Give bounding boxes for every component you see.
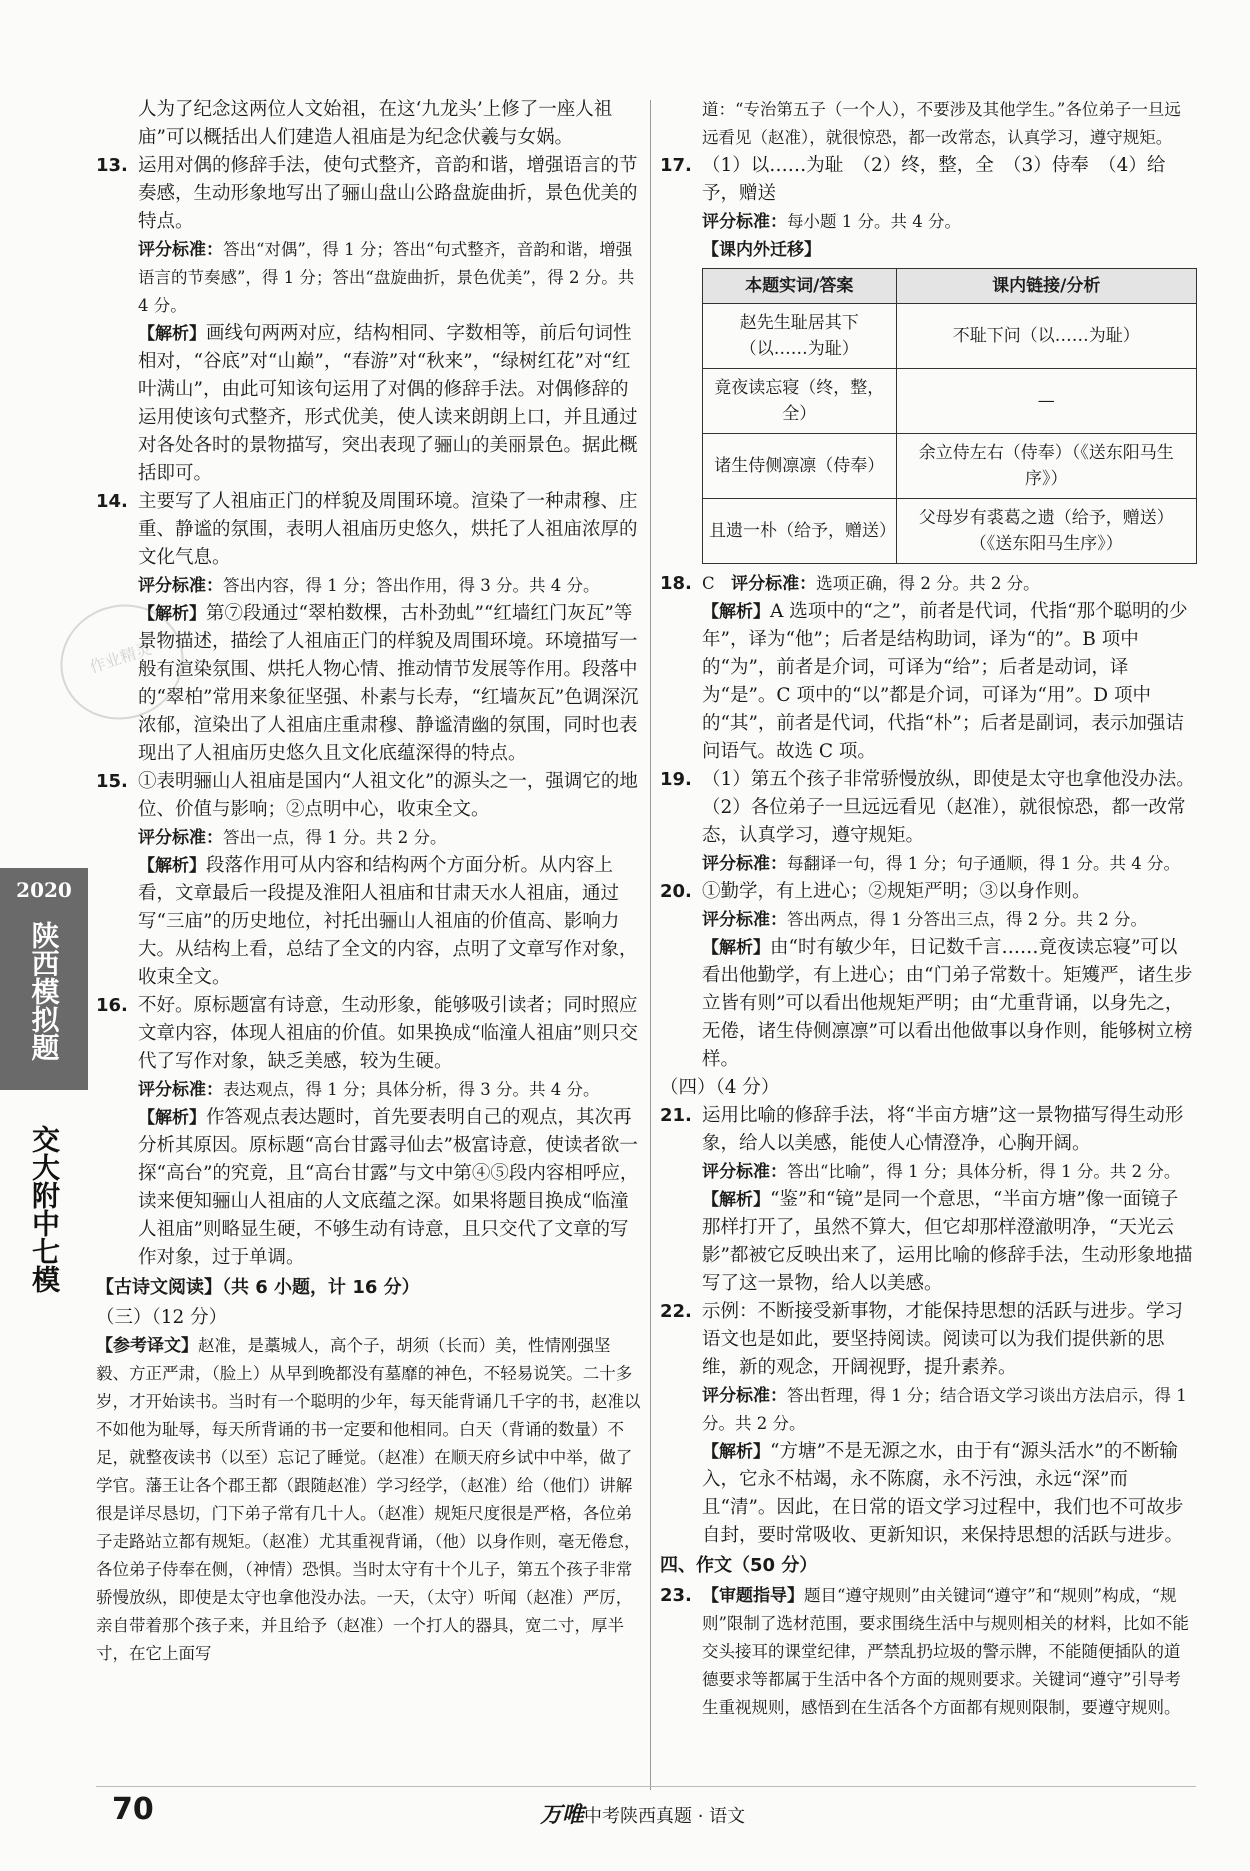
reference-translation: 【参考译文】赵准，是藁城人，高个子，胡须（长而）美，性情刚强坚毅、方正严肃，（脸上）从早到晚都没有墓靡的神色，不轻易说笑。二十多岁，才开始读书。当时有一个聪明的少年，每天能背诵几千字的书，赵准以不如他为耻辱，每天所背诵的书一定要和他相同。白天（背诵的数量）不足，就整夜读书（以至）忘记了睡觉。（赵准）在顺天府乡试中中举，做了学官。藩王让各个郡王都（跟随赵准）学习经学，（赵准）给（他们）讲解很是详尽恳切，门下弟子常有几十人。（赵准）规矩尺度很是严格，各位弟子走路站立都有规矩。（赵准）尤其重视背诵，（他）以身作则，毫无倦怠，各位弟子侍奉在侧，（神情）恐惧。当时太守有十个儿子，第五个孩子非常骄慢放纵，即使是太守也拿他没办法。一天，（太守）听闻（赵准）严厉，亲自带着那个孩子来，并且给予（赵准）一个打人的器具，宽二寸，厚半寸，在它上面写 (96, 1336, 641, 1663)
answer-21: 21. 运用比喻的修辞手法，将“半亩方塘”这一景物描写得生动形象，给人以美感，能使人心情澄净，心胸开阔。 评分标准：答出“比喻”，得 1 分；具体分析，得 1 分。共 2 分。 【解析】“鉴”和“镜”是同一个意思，“半亩方塘”像一面镜子那样打开了，虽然不算大，但它却那样澄澈明净，“天光云影”都被它反映出来了，运用比喻的修辞手法，生动形象地描写了这一景物，给人以美感。 (660, 1105, 1193, 1294)
left-column (96, 96, 641, 1668)
side-tab-school: 交大附中七模 (0, 1090, 88, 1310)
side-tab-title: 陕西模拟题 (27, 921, 61, 1061)
answer-16: 16. 不好。原标题富有诗意，生动形象，能够吸引读者；同时照应文章内容，体现人祖庙的价值。如果换成“临潼人祖庙”则只交代了写作对象，缺乏美感，较为生硬。 评分标准：表达观点，得 1 分；具体分析，得 3 分。共 4 分。 【解析】作答观点表达题时，首先要表明自己的观点，其次再分析其原因。原标题“高台甘露寻仙去”极富诗意，使读者欲一探“高台”的究竟，且“高台甘露”与文中第④⑤段内容相呼应，读来便知骊山人祖庙的人文底蕴之深。如果将题目换成“临潼人祖庙”则略显生硬，不够生动有诗意，且只交代了文章的写作对象，过于单调。 (96, 995, 639, 1268)
answer-13: 13. 运用对偶的修辞手法，使句式整齐，音韵和谐，增强语言的节奏感，生动形象地写出了骊山盘山公路盘旋曲折，景色优美的特点。 评分标准：答出“对偶”，得 1 分；答出“句式整齐，音韵和谐，增强语言的节奏感”，得 1 分；答出“盘旋曲折，景色优美”，得 2 分。共 4 分。 【解析】画线句两两对应，结构相同、字数相等，前后句词性相对，“谷底”对“山巅”，“春游”对“秋来”，“绿树红花”对“红叶满山”，由此可知该句运用了对偶的修辞手法。对偶修辞的运用使该句式整齐，形式优美，使人读来朗朗上口，并且通过对各处各时的景物描写，突出表现了骊山的美丽景色。据此概括即可。 (96, 155, 638, 484)
section-heading-gushi: 【古诗文阅读】（共 6 小题，计 16 分） (96, 1277, 420, 1298)
footer-title: 万唯中考陕西真题 · 语文 (540, 1803, 746, 1828)
section-heading-zuowen: 四、作文（50 分） (660, 1555, 818, 1576)
answer-18: 18. C 评分标准：选项正确，得 2 分。共 2 分。 【解析】A 选项中的“之”，前者是代词，代指“那个聪明的少年”，译为“他”；后者是结构助词，译为“的”。B 项中的“为”，前者是介词，可译为“给”；后者是动词，译为“是”。C 项中的“以”都是介词，可译为“用”。D 项中的“其”，前者是代词，代指“朴”；后者是副词，表示加强诘问语气。故选 C 项。 (660, 573, 1188, 762)
transfer-table (702, 268, 1197, 564)
answer-17: 17. （1）以……为耻 （2）终，整，全 （3）侍奉 （4）给予，赠送 评分标准：每小题 1 分。共 4 分。 【课内外迁移】 (660, 155, 1166, 260)
answer-14: 14. 主要写了人祖庙正门的样貌及周围环境。渲染了一种肃穆、庄重、静谧的氛围，表明人祖庙历史悠久，烘托了人祖庙浓厚的文化气息。 评分标准：答出内容，得 1 分；答出作用，得 3 分。共 4 分。 【解析】第⑦段通过“翠柏数棵，古朴劲虬”“红墙红门灰瓦”等景物描述，描绘了人祖庙正门的样貌及周围环境。环境描写一般有渲染氛围、烘托人物心情、推动情节发展等作用。段落中的“翠柏”常用来象征坚强、朴素与长寿，“红墙灰瓦”色调深沉浓郁，渲染出了人祖庙庄重肃穆、静谧清幽的氛围，同时也表现出了人祖庙历史悠久且文化底蕴深得的特点。 (96, 491, 639, 764)
answer-23: 23. 【审题指导】题目“遵守规则”由关键词“遵守”和“规则”构成，“规则”限制了选材范围，要求围绕生活中与规则相关的材料，比如不能交头接耳的课堂纪律，严禁乱扔垃圾的警示牌，不能随便插队的道德要求等都属于生活中各个方面的规则要求。关键词“遵守”引导考生重视规则，感悟到在生活各个方面都有规则限制，要遵守规则。 (660, 1585, 1189, 1717)
watermark-stamp: 作业精灵 (45, 589, 198, 736)
table-row: 且遗一朴（给予，赠送） 父母岁有裘葛之遗（给予，赠送）（《送东阳马生序》） (703, 499, 1197, 564)
answer-15: 15. ①表明骊山人祖庙是国内“人祖文化”的源头之一，强调它的地位、价值与影响；②点明中心，收束全文。 评分标准：答出一点，得 1 分。共 2 分。 【解析】段落作用可从内容和结构两个方面分析。从内容上看，文章最后一段提及淮阳人祖庙和甘肃天水人祖庙，通过写“三庙”的历史地位，衬托出骊山人祖庙的价值高、影响力大。从结构上看，总结了全文的内容，点明了文章写作对象，收束全文。 (96, 771, 638, 988)
answer-19: 19. （1）第五个孩子非常骄慢放纵，即使是太守也拿他没办法。 （2）各位弟子一旦远远看见（赵准），就很惊恐，都一改常态，认真学习，遵守规矩。 评分标准：每翻译一句，得 1 分；句子通顺，得 1 分。共 4 分。 (660, 769, 1195, 874)
table-row: 赵先生耻居其下（以……为耻） 不耻下问（以……为耻） (703, 304, 1197, 369)
answer-20: 20. ①勤学，有上进心；②规矩严明；③以身作则。 评分标准：答出两点，得 1 分答出三点，得 2 分。共 2 分。 【解析】由“时有敏少年，日记数千言……竟夜读忘寝”可以看出他勤学，有上进心；由“门弟子常数十。矩矱严，诸生步立皆有则”可以看出他规矩严明；由“尤重背诵，以身先之，无倦，诸生侍侧凛凛”可以看出他做事以身作则，能够树立榜样。 (660, 881, 1193, 1070)
sub-section-4: （四）（4 分） (660, 1077, 780, 1098)
table-row: 诸生侍侧凛凛（侍奉） 余立侍左右（侍奉）（《送东阳马生序》） (703, 434, 1197, 499)
table-row: 竟夜读忘寝（终，整，全） — (703, 369, 1197, 434)
side-tab-year: 2020 (16, 878, 72, 902)
sub-section-3: （三）（12 分） (96, 1307, 228, 1328)
column-divider (650, 100, 651, 1790)
continued-translation: 道：“专治第五子（一个人），不要涉及其他学生。”各位弟子一旦远远看见（赵准），就很惊恐，都一改常态，认真学习，遵守规矩。 (702, 100, 1181, 147)
continued-text: 人为了纪念这两位人文始祖，在这‘九龙头’上修了一座人祖庙”可以概括出人们建造人祖庙是为纪念伏羲与女娲。 (138, 99, 613, 148)
right-column (660, 96, 1195, 1722)
page-number: 70 (112, 1792, 154, 1827)
table-header-row: 本题实词/答案 课内链接/分析 (703, 269, 1197, 304)
answer-22: 22. 示例：不断接受新事物，才能保持思想的活跃与进步。学习语文也是如此，要坚持阅读。阅读可以为我们提供新的思维，新的观念，开阔视野，提升素养。 评分标准：答出哲理，得 1 分；结合语文学习谈出方法启示，得 1 分。共 2 分。 【解析】“方塘”不是无源之水，由于有“源头活水”的不断输入，它永不枯竭，永不陈腐，永不污浊，永远“深”而且“清”。因此，在日常的语文学习过程中，我们也不可故步自封，要时常吸收、更新知识，来保持思想的活跃与进步。 (660, 1301, 1187, 1546)
footer-rule (96, 1786, 1196, 1787)
